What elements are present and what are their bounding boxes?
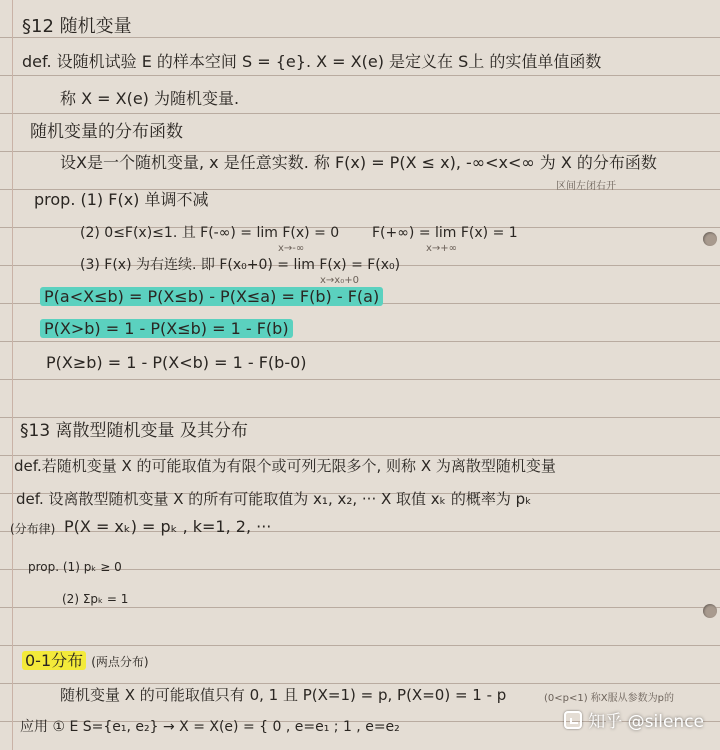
margin-line (12, 0, 13, 750)
definition-discrete: def.若随机变量 X 的可能取值为有限个或可列无限多个, 则称 X 为离散型随机变量 (14, 457, 556, 475)
property-2-right: F(+∞) = lim F(x) = 1 (372, 225, 518, 241)
application-line: 应用 ① E S={e₁, e₂} → X = X(e) = { 0 , e=e₁ ; 1 , e=e₂ (20, 719, 400, 735)
distribution-function-definition: 设X是一个随机变量, x 是任意实数. 称 F(x) = P(X ≤ x), -∞<x<∞ 为 X 的分布函数 (60, 153, 657, 172)
zero-one-condition: (0<p<1) 称X服从参数为p的 (544, 693, 675, 704)
zero-one-distribution-heading (22, 650, 149, 673)
binder-hole (703, 232, 717, 246)
definition-random-variable: def. 设随机试验 E 的样本空间 S = {e}. X = X(e) 是定义在 S上 的实值单值函数 (22, 52, 602, 71)
binder-holes (694, 0, 720, 750)
property-2-limit-left: x→-∞ (278, 243, 305, 254)
highlighted-formula-interval (40, 286, 383, 308)
property-sum-one: (2) Σpₖ = 1 (62, 592, 129, 606)
definition-discrete-values: def. 设离散型随机变量 X 的所有可能取值为 x₁, x₂, ··· X 取值 xₖ 的概率为 pₖ (16, 490, 532, 508)
section-13-title: §13 离散型随机变量 及其分布 (20, 421, 248, 441)
highlight-greater-probability: P(X>b) = 1 - P(X≤b) = 1 - F(b) (40, 319, 293, 338)
two-point-note: (两点分布) (91, 655, 149, 669)
definition-random-variable-cont: 称 X = X(e) 为随机变量. (60, 89, 240, 108)
watermark-text: 知乎 @silence (588, 712, 704, 732)
distribution-law-equation: P(X = xₖ) = pₖ , k=1, 2, ··· (64, 517, 272, 536)
property-1: prop. (1) F(x) 单调不减 (34, 190, 209, 209)
distribution-law-label: (分布律) (10, 522, 56, 536)
zero-one-definition: 随机变量 X 的可能取值只有 0, 1 且 P(X=1) = p, P(X=0) = 1 - p (60, 686, 507, 704)
highlighted-formula-greater (40, 318, 293, 340)
property-3-limit: x→x₀+0 (320, 275, 359, 286)
formula-greater-equal: P(X≥b) = 1 - P(X<b) = 1 - F(b-0) (46, 353, 307, 372)
interval-note: 区间左闭右开 (556, 181, 616, 192)
property-2-left: (2) 0≤F(x)≤1. 且 F(-∞) = lim F(x) = 0 (80, 225, 340, 241)
zero-one-title: 0-1分布 (22, 651, 86, 670)
section-12-title: §12 随机变量 (22, 16, 132, 37)
zhihu-watermark (564, 707, 704, 732)
zhihu-logo-icon (564, 711, 582, 729)
property-2-limit-right: x→+∞ (426, 243, 458, 254)
binder-hole (703, 604, 717, 618)
property-3: (3) F(x) 为右连续. 即 F(x₀+0) = lim F(x) = F(x₀) (80, 257, 401, 273)
property-nonnegative: prop. (1) pₖ ≥ 0 (28, 560, 122, 574)
distribution-function-title: 随机变量的分布函数 (30, 122, 183, 142)
highlight-interval-probability: P(a<X≤b) = P(X≤b) - P(X≤a) = F(b) - F(a) (40, 287, 383, 306)
